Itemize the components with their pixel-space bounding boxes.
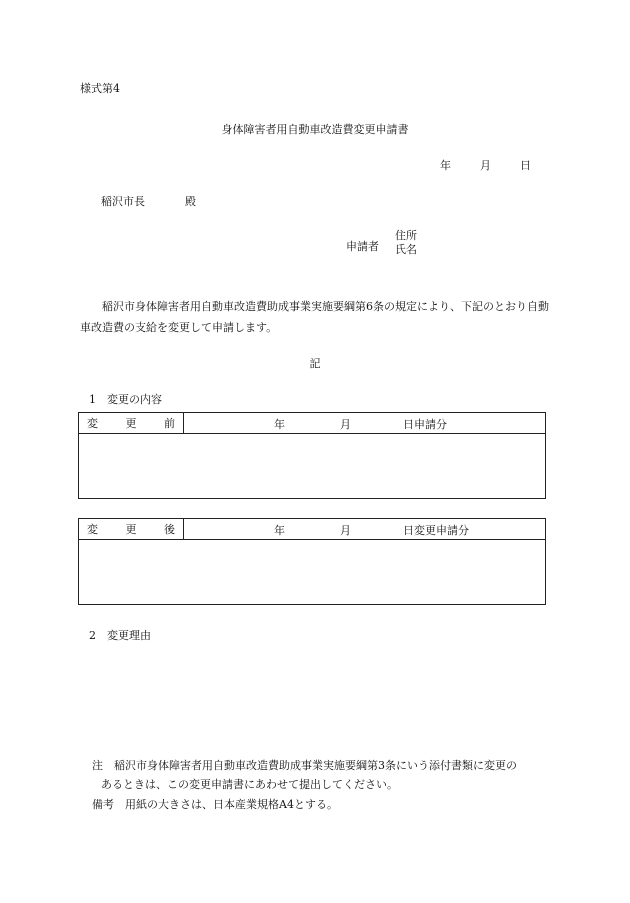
before-change-date: 年 月 日申請分 xyxy=(274,418,447,431)
date-month: 月 xyxy=(480,159,491,172)
ki-heading: 記 xyxy=(309,357,321,370)
after-change-label: 変 更 後 xyxy=(79,519,184,539)
addressee-name: 稲沢市長 xyxy=(101,195,145,208)
section1-heading: 1 変更の内容 xyxy=(89,393,162,406)
before-change-header xyxy=(79,413,545,434)
addressee xyxy=(101,193,196,209)
before-change-label: 変 更 前 xyxy=(79,413,184,433)
after-change-header xyxy=(79,519,545,540)
addressee-honorific: 殿 xyxy=(185,195,196,208)
applicant-fields xyxy=(395,229,417,257)
date-line xyxy=(440,157,531,173)
after-change-date: 年 月 日変更申請分 xyxy=(274,524,469,537)
note-line1: 注 稲沢市身体障害者用自動車改造費助成事業実施要綱第3条にいう添付書類に変更の xyxy=(92,759,517,772)
address-label: 住所 xyxy=(395,229,417,242)
before-change-box xyxy=(78,412,546,499)
after-change-box xyxy=(78,518,546,605)
section2-heading: 2 変更理由 xyxy=(89,629,151,642)
date-day: 日 xyxy=(520,159,531,172)
remark: 備考 用紙の大きさは、日本産業規格A4とする。 xyxy=(92,798,338,811)
applicant-label: 申請者 xyxy=(346,240,379,253)
name-label: 氏名 xyxy=(395,243,417,256)
form-number: 様式第4 xyxy=(80,82,120,95)
note-line2: あるときは、この変更申請書にあわせて提出してください。 xyxy=(101,778,398,791)
document-title: 身体障害者用自動車改造費変更申請書 xyxy=(221,123,409,136)
date-year: 年 xyxy=(440,159,451,172)
body-text: 稲沢市身体障害者用自動車改造費助成事業実施要綱第6条の規定により、下記のとおり自動車改造費の支給を変更して申請します。 xyxy=(80,300,549,334)
